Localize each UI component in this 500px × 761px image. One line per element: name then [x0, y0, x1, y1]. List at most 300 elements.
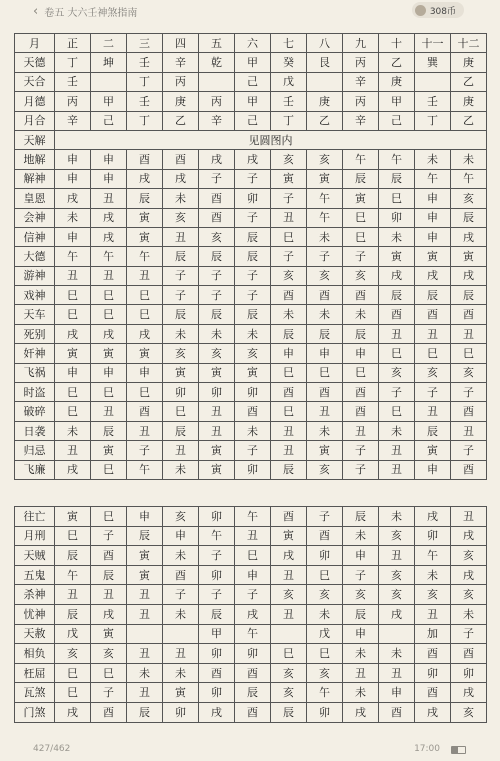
table-cell: 巳 — [379, 402, 415, 421]
table-cell: 乙 — [307, 111, 343, 130]
table-cell: 巳 — [307, 644, 343, 664]
table-cell: 未 — [343, 305, 379, 324]
table-cell: 辛 — [343, 72, 379, 91]
table-cell: 戌 — [199, 702, 235, 722]
month-header-cell: 五 — [199, 34, 235, 53]
table-cell: 子 — [343, 441, 379, 460]
table-cell: 酉 — [415, 305, 451, 324]
table-cell: 丙 — [163, 72, 199, 91]
table-cell: 辰 — [271, 324, 307, 343]
table-cell: 子 — [451, 624, 487, 644]
table-cell: 己 — [235, 111, 271, 130]
table-cell — [271, 624, 307, 644]
table-cell: 庚 — [451, 53, 487, 72]
table-cell: 子 — [343, 460, 379, 479]
table-cell: 寅 — [343, 189, 379, 208]
table-cell: 己 — [379, 111, 415, 130]
table-cell: 巳 — [127, 286, 163, 305]
table-cell: 寅 — [307, 441, 343, 460]
table-cell: 辛 — [163, 53, 199, 72]
table-cell: 寅 — [199, 460, 235, 479]
table-cell: 子 — [163, 286, 199, 305]
table-cell: 亥 — [343, 266, 379, 285]
table-cell: 辛 — [55, 111, 91, 130]
table-row — [15, 585, 487, 605]
table-cell: 寅 — [235, 363, 271, 382]
table-cell: 丑 — [307, 402, 343, 421]
table-row — [15, 460, 487, 479]
table-cell: 亥 — [307, 460, 343, 479]
table-cell: 甲 — [235, 92, 271, 111]
table-cell: 丙 — [343, 92, 379, 111]
table-cell: 亥 — [379, 585, 415, 605]
table-cell: 申 — [415, 460, 451, 479]
table-cell: 卯 — [163, 702, 199, 722]
table-cell: 未 — [379, 421, 415, 440]
table-cell: 亥 — [163, 208, 199, 227]
table-cell: 午 — [343, 150, 379, 169]
row-label: 归忌 — [15, 441, 55, 460]
table-cell: 辰 — [235, 247, 271, 266]
table-cell: 庚 — [163, 92, 199, 111]
table-cell: 寅 — [91, 441, 127, 460]
table-cell — [91, 72, 127, 91]
table-cell: 酉 — [127, 402, 163, 421]
table-cell: 酉 — [343, 402, 379, 421]
table-cell: 申 — [415, 189, 451, 208]
table-cell: 亥 — [307, 150, 343, 169]
month-header-cell: 七 — [271, 34, 307, 53]
table-cell: 巳 — [163, 402, 199, 421]
table-cell: 午 — [379, 150, 415, 169]
table-cell: 戌 — [55, 324, 91, 343]
table-cell: 丁 — [415, 111, 451, 130]
table-cell: 辰 — [271, 460, 307, 479]
table-cell: 丑 — [127, 585, 163, 605]
table-cell: 辰 — [343, 169, 379, 188]
table-cell: 亥 — [379, 526, 415, 546]
table-cell: 辰 — [343, 324, 379, 343]
table-cell: 亥 — [271, 150, 307, 169]
table-cell: 亥 — [235, 344, 271, 363]
table-cell: 子 — [127, 441, 163, 460]
table-cell: 寅 — [163, 683, 199, 703]
table-cell: 酉 — [415, 644, 451, 664]
table-cell: 子 — [307, 507, 343, 527]
month-header-cell: 十二 — [451, 34, 487, 53]
table-cell: 甲 — [199, 624, 235, 644]
table-cell: 甲 — [379, 92, 415, 111]
table-cell: 丑 — [127, 644, 163, 664]
table-cell: 壬 — [127, 53, 163, 72]
table-cell: 戌 — [55, 702, 91, 722]
table-cell: 申 — [343, 546, 379, 566]
table-cell: 庚 — [307, 92, 343, 111]
table-cell: 子 — [379, 383, 415, 402]
table-cell: 申 — [91, 169, 127, 188]
table-row — [15, 604, 487, 624]
table-cell: 丙 — [343, 53, 379, 72]
table-cell: 巳 — [127, 383, 163, 402]
table-cell: 丑 — [451, 421, 487, 440]
table-row — [15, 324, 487, 343]
table-cell: 子 — [271, 189, 307, 208]
table-cell: 巳 — [55, 383, 91, 402]
table-cell: 辰 — [127, 702, 163, 722]
table-cell: 戌 — [379, 604, 415, 624]
table-cell: 巳 — [271, 402, 307, 421]
table-cell: 丑 — [55, 585, 91, 605]
table-cell: 庚 — [379, 72, 415, 91]
table-cell: 辰 — [91, 565, 127, 585]
table-cell: 丑 — [451, 324, 487, 343]
table-cell: 子 — [451, 383, 487, 402]
table-row — [15, 546, 487, 566]
table-cell: 巳 — [271, 227, 307, 246]
table-cell: 未 — [163, 663, 199, 683]
table-cell: 巳 — [415, 344, 451, 363]
table-cell: 辰 — [55, 604, 91, 624]
table-cell: 辰 — [271, 702, 307, 722]
row-label: 往亡 — [15, 507, 55, 527]
table-cell: 寅 — [91, 344, 127, 363]
table-row — [15, 208, 487, 227]
table-cell: 午 — [55, 247, 91, 266]
row-label: 奸神 — [15, 344, 55, 363]
table-row — [15, 565, 487, 585]
table-cell: 丑 — [199, 402, 235, 421]
row-label: 忧神 — [15, 604, 55, 624]
table-cell: 卯 — [199, 565, 235, 585]
row-label: 枉屈 — [15, 663, 55, 683]
table-row — [15, 344, 487, 363]
table-cell: 丑 — [127, 266, 163, 285]
coin-balance-badge[interactable] — [412, 2, 464, 18]
table-cell: 戌 — [415, 266, 451, 285]
table-cell: 寅 — [127, 227, 163, 246]
table-cell: 辰 — [127, 526, 163, 546]
table-cell: 子 — [235, 286, 271, 305]
table-cell: 未 — [163, 604, 199, 624]
table-cell: 酉 — [235, 663, 271, 683]
table-cell: 午 — [415, 546, 451, 566]
table-cell: 癸 — [271, 53, 307, 72]
table-cell: 乙 — [163, 111, 199, 130]
table-cell: 子 — [163, 266, 199, 285]
table-cell: 酉 — [415, 683, 451, 703]
table-cell: 午 — [55, 565, 91, 585]
table-cell: 申 — [343, 624, 379, 644]
table-cell: 寅 — [271, 526, 307, 546]
table-row — [15, 150, 487, 169]
table-cell: 亥 — [451, 546, 487, 566]
table-cell: 丑 — [127, 604, 163, 624]
month-header-cell: 九 — [343, 34, 379, 53]
table-cell: 丑 — [415, 604, 451, 624]
table-cell: 未 — [163, 460, 199, 479]
table-cell: 戌 — [91, 324, 127, 343]
table-cell: 戌 — [163, 169, 199, 188]
table-cell: 酉 — [343, 383, 379, 402]
table-cell: 丑 — [271, 565, 307, 585]
table-cell: 卯 — [235, 460, 271, 479]
table-cell: 寅 — [199, 363, 235, 382]
table-cell: 乙 — [379, 53, 415, 72]
table-cell: 戌 — [343, 702, 379, 722]
table-cell: 巳 — [91, 286, 127, 305]
table-cell: 丑 — [271, 604, 307, 624]
table-cell: 寅 — [415, 247, 451, 266]
table-cell: 巳 — [91, 383, 127, 402]
table-cell: 戌 — [271, 546, 307, 566]
table-cell: 午 — [307, 208, 343, 227]
table-cell: 戊 — [55, 624, 91, 644]
table-row — [15, 189, 487, 208]
row-label: 时盗 — [15, 383, 55, 402]
row-label: 瓦煞 — [15, 683, 55, 703]
table-cell: 丑 — [415, 324, 451, 343]
table-cell: 午 — [127, 460, 163, 479]
table-cell: 丑 — [415, 402, 451, 421]
row-label: 会神 — [15, 208, 55, 227]
table-cell: 巳 — [55, 526, 91, 546]
table-cell: 壬 — [415, 92, 451, 111]
table-cell: 戌 — [235, 150, 271, 169]
table-row — [15, 507, 487, 527]
table-cell: 子 — [343, 247, 379, 266]
table-row — [15, 363, 487, 382]
table-row — [15, 663, 487, 683]
table-row — [15, 305, 487, 324]
table-cell: 寅 — [127, 344, 163, 363]
table-cell: 亥 — [163, 507, 199, 527]
table-row — [15, 383, 487, 402]
table-cell: 申 — [271, 344, 307, 363]
table-cell: 巳 — [55, 683, 91, 703]
table-cell: 辰 — [199, 305, 235, 324]
table-cell: 巳 — [91, 460, 127, 479]
breadcrumb: 卷五 大六壬神煞指南 — [44, 7, 138, 19]
table-cell: 申 — [163, 526, 199, 546]
table-cell: 亥 — [271, 266, 307, 285]
table-cell: 亥 — [415, 585, 451, 605]
table-cell — [379, 624, 415, 644]
table-cell: 酉 — [91, 702, 127, 722]
table-cell: 酉 — [307, 286, 343, 305]
month-header-cell: 四 — [163, 34, 199, 53]
table-cell: 未 — [379, 644, 415, 664]
table-cell: 亥 — [307, 663, 343, 683]
table-cell: 寅 — [271, 169, 307, 188]
row-label: 月刑 — [15, 526, 55, 546]
table-row — [15, 683, 487, 703]
table-cell: 未 — [451, 150, 487, 169]
table-cell: 丑 — [55, 441, 91, 460]
table-cell: 亥 — [271, 683, 307, 703]
table-cell: 丑 — [127, 683, 163, 703]
table-cell: 戌 — [55, 189, 91, 208]
table-row — [15, 421, 487, 440]
spanning-note: 见圆图内 — [55, 130, 487, 149]
table-row — [15, 644, 487, 664]
coin-count: 308币 — [429, 6, 456, 17]
table-row — [15, 266, 487, 285]
table-cell: 亥 — [415, 363, 451, 382]
table-row — [15, 169, 487, 188]
table-cell: 卯 — [199, 383, 235, 402]
month-header-label: 月 — [15, 34, 55, 53]
table-cell: 乙 — [451, 72, 487, 91]
table-cell: 未 — [415, 150, 451, 169]
table-cell: 加 — [415, 624, 451, 644]
table-cell: 丁 — [271, 111, 307, 130]
row-label: 信神 — [15, 227, 55, 246]
table-cell: 丑 — [91, 402, 127, 421]
table-cell: 寅 — [127, 546, 163, 566]
table-cell: 寅 — [415, 441, 451, 460]
row-label: 天贼 — [15, 546, 55, 566]
month-header-row — [15, 34, 487, 53]
table-cell: 未 — [379, 227, 415, 246]
table-cell: 辰 — [163, 247, 199, 266]
table-cell: 巳 — [307, 565, 343, 585]
row-label: 皇恩 — [15, 189, 55, 208]
table-cell: 丑 — [163, 644, 199, 664]
table-cell: 巳 — [307, 363, 343, 382]
table-cell: 亥 — [451, 585, 487, 605]
table-cell: 辰 — [379, 169, 415, 188]
table-cell: 未 — [235, 324, 271, 343]
row-label: 地解 — [15, 150, 55, 169]
table-cell: 子 — [199, 286, 235, 305]
top-bar — [0, 0, 500, 22]
clock: 17:00 — [414, 744, 440, 754]
table-cell: 巳 — [379, 189, 415, 208]
table-cell: 庚 — [451, 92, 487, 111]
table-cell: 巳 — [271, 363, 307, 382]
table-cell: 酉 — [451, 402, 487, 421]
table-cell: 丙 — [55, 92, 91, 111]
row-label: 五鬼 — [15, 565, 55, 585]
row-label: 相负 — [15, 644, 55, 664]
table-cell: 丑 — [163, 227, 199, 246]
row-label: 天德 — [15, 53, 55, 72]
table-cell: 申 — [91, 363, 127, 382]
table-cell: 丙 — [199, 92, 235, 111]
table-cell: 卯 — [199, 683, 235, 703]
table-cell: 申 — [91, 150, 127, 169]
table-cell: 寅 — [127, 208, 163, 227]
table-cell: 卯 — [163, 383, 199, 402]
month-header-cell: 十 — [379, 34, 415, 53]
table-cell: 子 — [235, 266, 271, 285]
table-cell: 酉 — [127, 150, 163, 169]
table-cell: 卯 — [307, 546, 343, 566]
table-cell: 子 — [199, 266, 235, 285]
table-cell: 申 — [55, 363, 91, 382]
coin-icon — [415, 5, 426, 16]
table-cell: 申 — [235, 565, 271, 585]
table-cell: 丑 — [271, 421, 307, 440]
table-cell: 乙 — [451, 111, 487, 130]
table-cell: 未 — [343, 683, 379, 703]
table-cell: 未 — [307, 305, 343, 324]
spirit-table-2 — [14, 506, 487, 723]
table-cell: 子 — [343, 565, 379, 585]
table-cell: 巳 — [271, 644, 307, 664]
table-cell: 子 — [271, 247, 307, 266]
table-cell: 酉 — [451, 305, 487, 324]
table-cell: 卯 — [415, 526, 451, 546]
table-row — [15, 227, 487, 246]
table-cell: 戊 — [307, 624, 343, 644]
table-cell: 酉 — [307, 383, 343, 402]
table-cell: 亥 — [379, 363, 415, 382]
table-cell: 卯 — [235, 189, 271, 208]
table-cell: 申 — [55, 227, 91, 246]
table-cell: 子 — [307, 247, 343, 266]
row-label: 月德 — [15, 92, 55, 111]
table-cell: 坤 — [91, 53, 127, 72]
table-cell: 午 — [451, 169, 487, 188]
month-header-cell: 三 — [127, 34, 163, 53]
table-cell: 丑 — [379, 663, 415, 683]
table-cell: 酉 — [271, 383, 307, 402]
table-cell: 寅 — [91, 624, 127, 644]
table-cell: 丁 — [127, 72, 163, 91]
table-cell: 酉 — [91, 546, 127, 566]
table-cell: 申 — [307, 344, 343, 363]
table-cell: 酉 — [343, 286, 379, 305]
table-cell: 子 — [235, 208, 271, 227]
table-cell: 未 — [379, 507, 415, 527]
table-cell: 子 — [451, 441, 487, 460]
table-cell: 午 — [307, 189, 343, 208]
table-cell: 酉 — [235, 402, 271, 421]
row-label: 月合 — [15, 111, 55, 130]
table-cell — [415, 72, 451, 91]
table-cell: 午 — [91, 247, 127, 266]
table-cell: 戌 — [451, 683, 487, 703]
table-cell: 申 — [415, 227, 451, 246]
battery-icon — [451, 746, 466, 754]
table-cell: 卯 — [451, 663, 487, 683]
row-label: 天解 — [15, 130, 55, 149]
table-cell: 寅 — [55, 344, 91, 363]
table-cell: 戌 — [91, 604, 127, 624]
table-cell: 酉 — [235, 702, 271, 722]
back-chevron-icon[interactable]: ‹ — [33, 3, 39, 19]
table-cell: 亥 — [451, 189, 487, 208]
table-cell: 酉 — [451, 644, 487, 664]
table-cell — [307, 72, 343, 91]
table-cell: 戌 — [127, 169, 163, 188]
table-cell: 戌 — [127, 324, 163, 343]
table-cell: 戌 — [235, 604, 271, 624]
table-cell: 未 — [163, 324, 199, 343]
table-cell: 壬 — [55, 72, 91, 91]
table-row — [15, 111, 487, 130]
table-cell: 酉 — [271, 286, 307, 305]
table-cell: 未 — [199, 324, 235, 343]
table-cell: 戌 — [91, 208, 127, 227]
table-cell: 酉 — [199, 189, 235, 208]
table-cell: 亥 — [451, 702, 487, 722]
row-label: 天赦 — [15, 624, 55, 644]
table-cell: 丑 — [271, 208, 307, 227]
table-cell: 酉 — [271, 507, 307, 527]
month-header-cell: 十一 — [415, 34, 451, 53]
